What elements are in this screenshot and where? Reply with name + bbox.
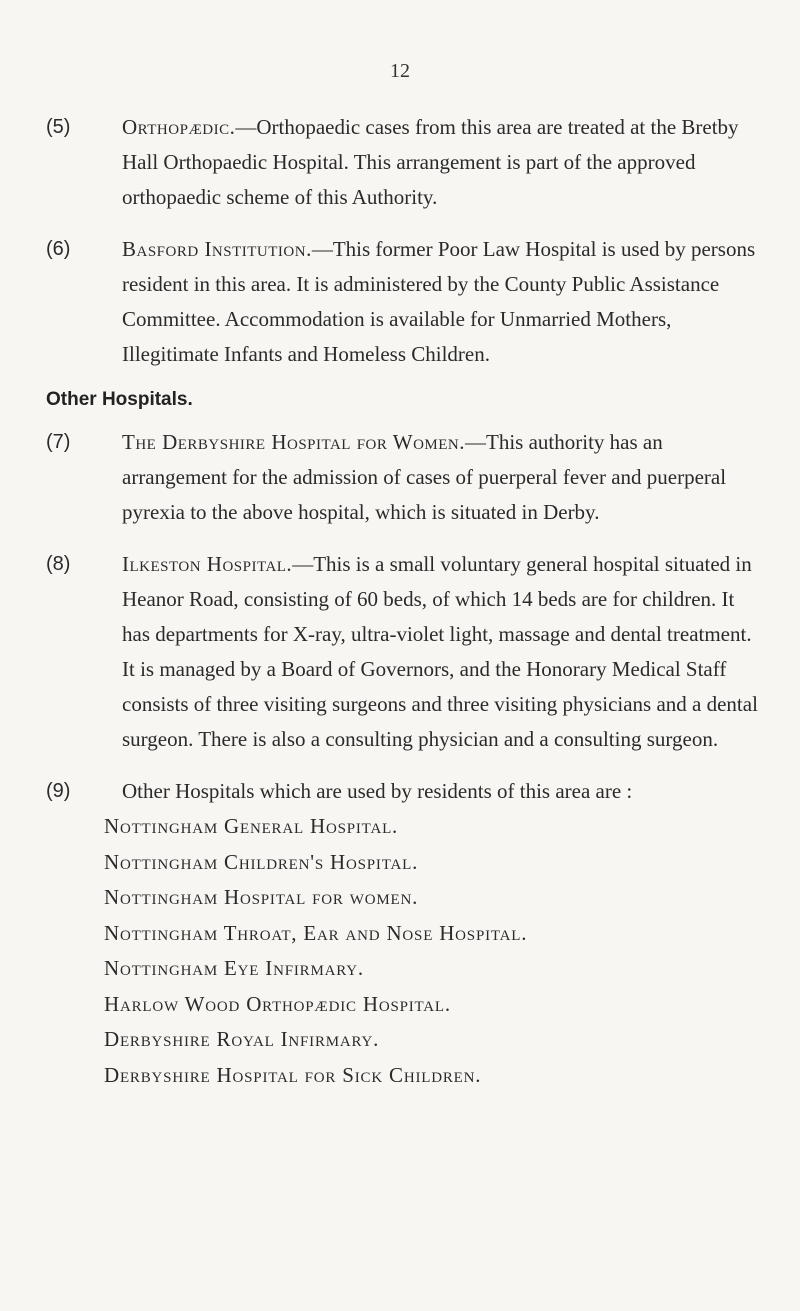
list-item: Nottingham Children's Hospital. [104, 849, 419, 874]
paragraph-body: Other Hospitals which are used by residents of this area are : [122, 779, 633, 803]
paragraph-body: —Orthopaedic cases from this area are treated at the Bretby Hall Orthopaedic Hospital. This arrangement is part of the approved orthopaedic scheme of this Authority. [122, 115, 739, 209]
paragraph-number: (8) [46, 553, 71, 575]
page-number: 12 [390, 60, 410, 82]
list-item: Nottingham Hospital for women. [104, 885, 419, 909]
paragraph-5 [46, 110, 766, 215]
list-item: Harlow Wood Orthopædic Hospital. [104, 991, 451, 1016]
list-item: Nottingham Throat, Ear and Nose Hospital. [104, 920, 528, 945]
paragraph-6 [46, 232, 766, 372]
paragraph-body: —This is a small voluntary general hospital situated in Heanor Road, consisting of 60 beds, of which 14 beds are for children. It has departments for X-ray, ultra-violet light, massage and dental treatment. It is managed by a Board of Governors, and the Honorary Medical Staff consists of three visiting surgeons and three visiting physicians and a dental surgeon. There is also a consulting physician and a consulting surgeon. [122, 552, 758, 751]
section-heading-other-hospitals: Other Hospitals. [46, 389, 193, 410]
paragraph-9 [46, 774, 766, 809]
paragraph-body: —This authority has an arrangement for the admission of cases of puerperal fever and puerperal pyrexia to the above hospital, which is situated in Derby. [122, 430, 727, 524]
paragraph-heading: Basford Institution. [122, 237, 312, 261]
paragraph-heading: The Derbyshire Hospital for Women. [122, 430, 466, 454]
list-item: Nottingham Eye Infirmary. [104, 956, 364, 980]
hospital-list [46, 809, 766, 1093]
list-item: Nottingham General Hospital. [104, 814, 399, 838]
paragraph-8 [46, 547, 766, 757]
paragraph-7 [46, 425, 766, 530]
paragraph-heading: Ilkeston Hospital. [122, 552, 293, 576]
paragraph-number: (5) [46, 116, 71, 138]
paragraph-heading: Orthopædic. [122, 115, 236, 139]
document-body [46, 110, 766, 1093]
list-item: Derbyshire Royal Infirmary. [104, 1027, 380, 1051]
paragraph-number: (6) [46, 238, 71, 260]
paragraph-number: (9) [46, 780, 71, 802]
paragraph-number: (7) [46, 431, 71, 453]
paragraph-body: —This former Poor Law Hospital is used by persons resident in this area. It is administered by the County Public Assistance Committee. Accommodation is available for Unmarried Mothers, Illegitimate Infants and Homeless Children. [122, 237, 756, 366]
list-item: Derbyshire Hospital for Sick Children. [104, 1062, 482, 1087]
